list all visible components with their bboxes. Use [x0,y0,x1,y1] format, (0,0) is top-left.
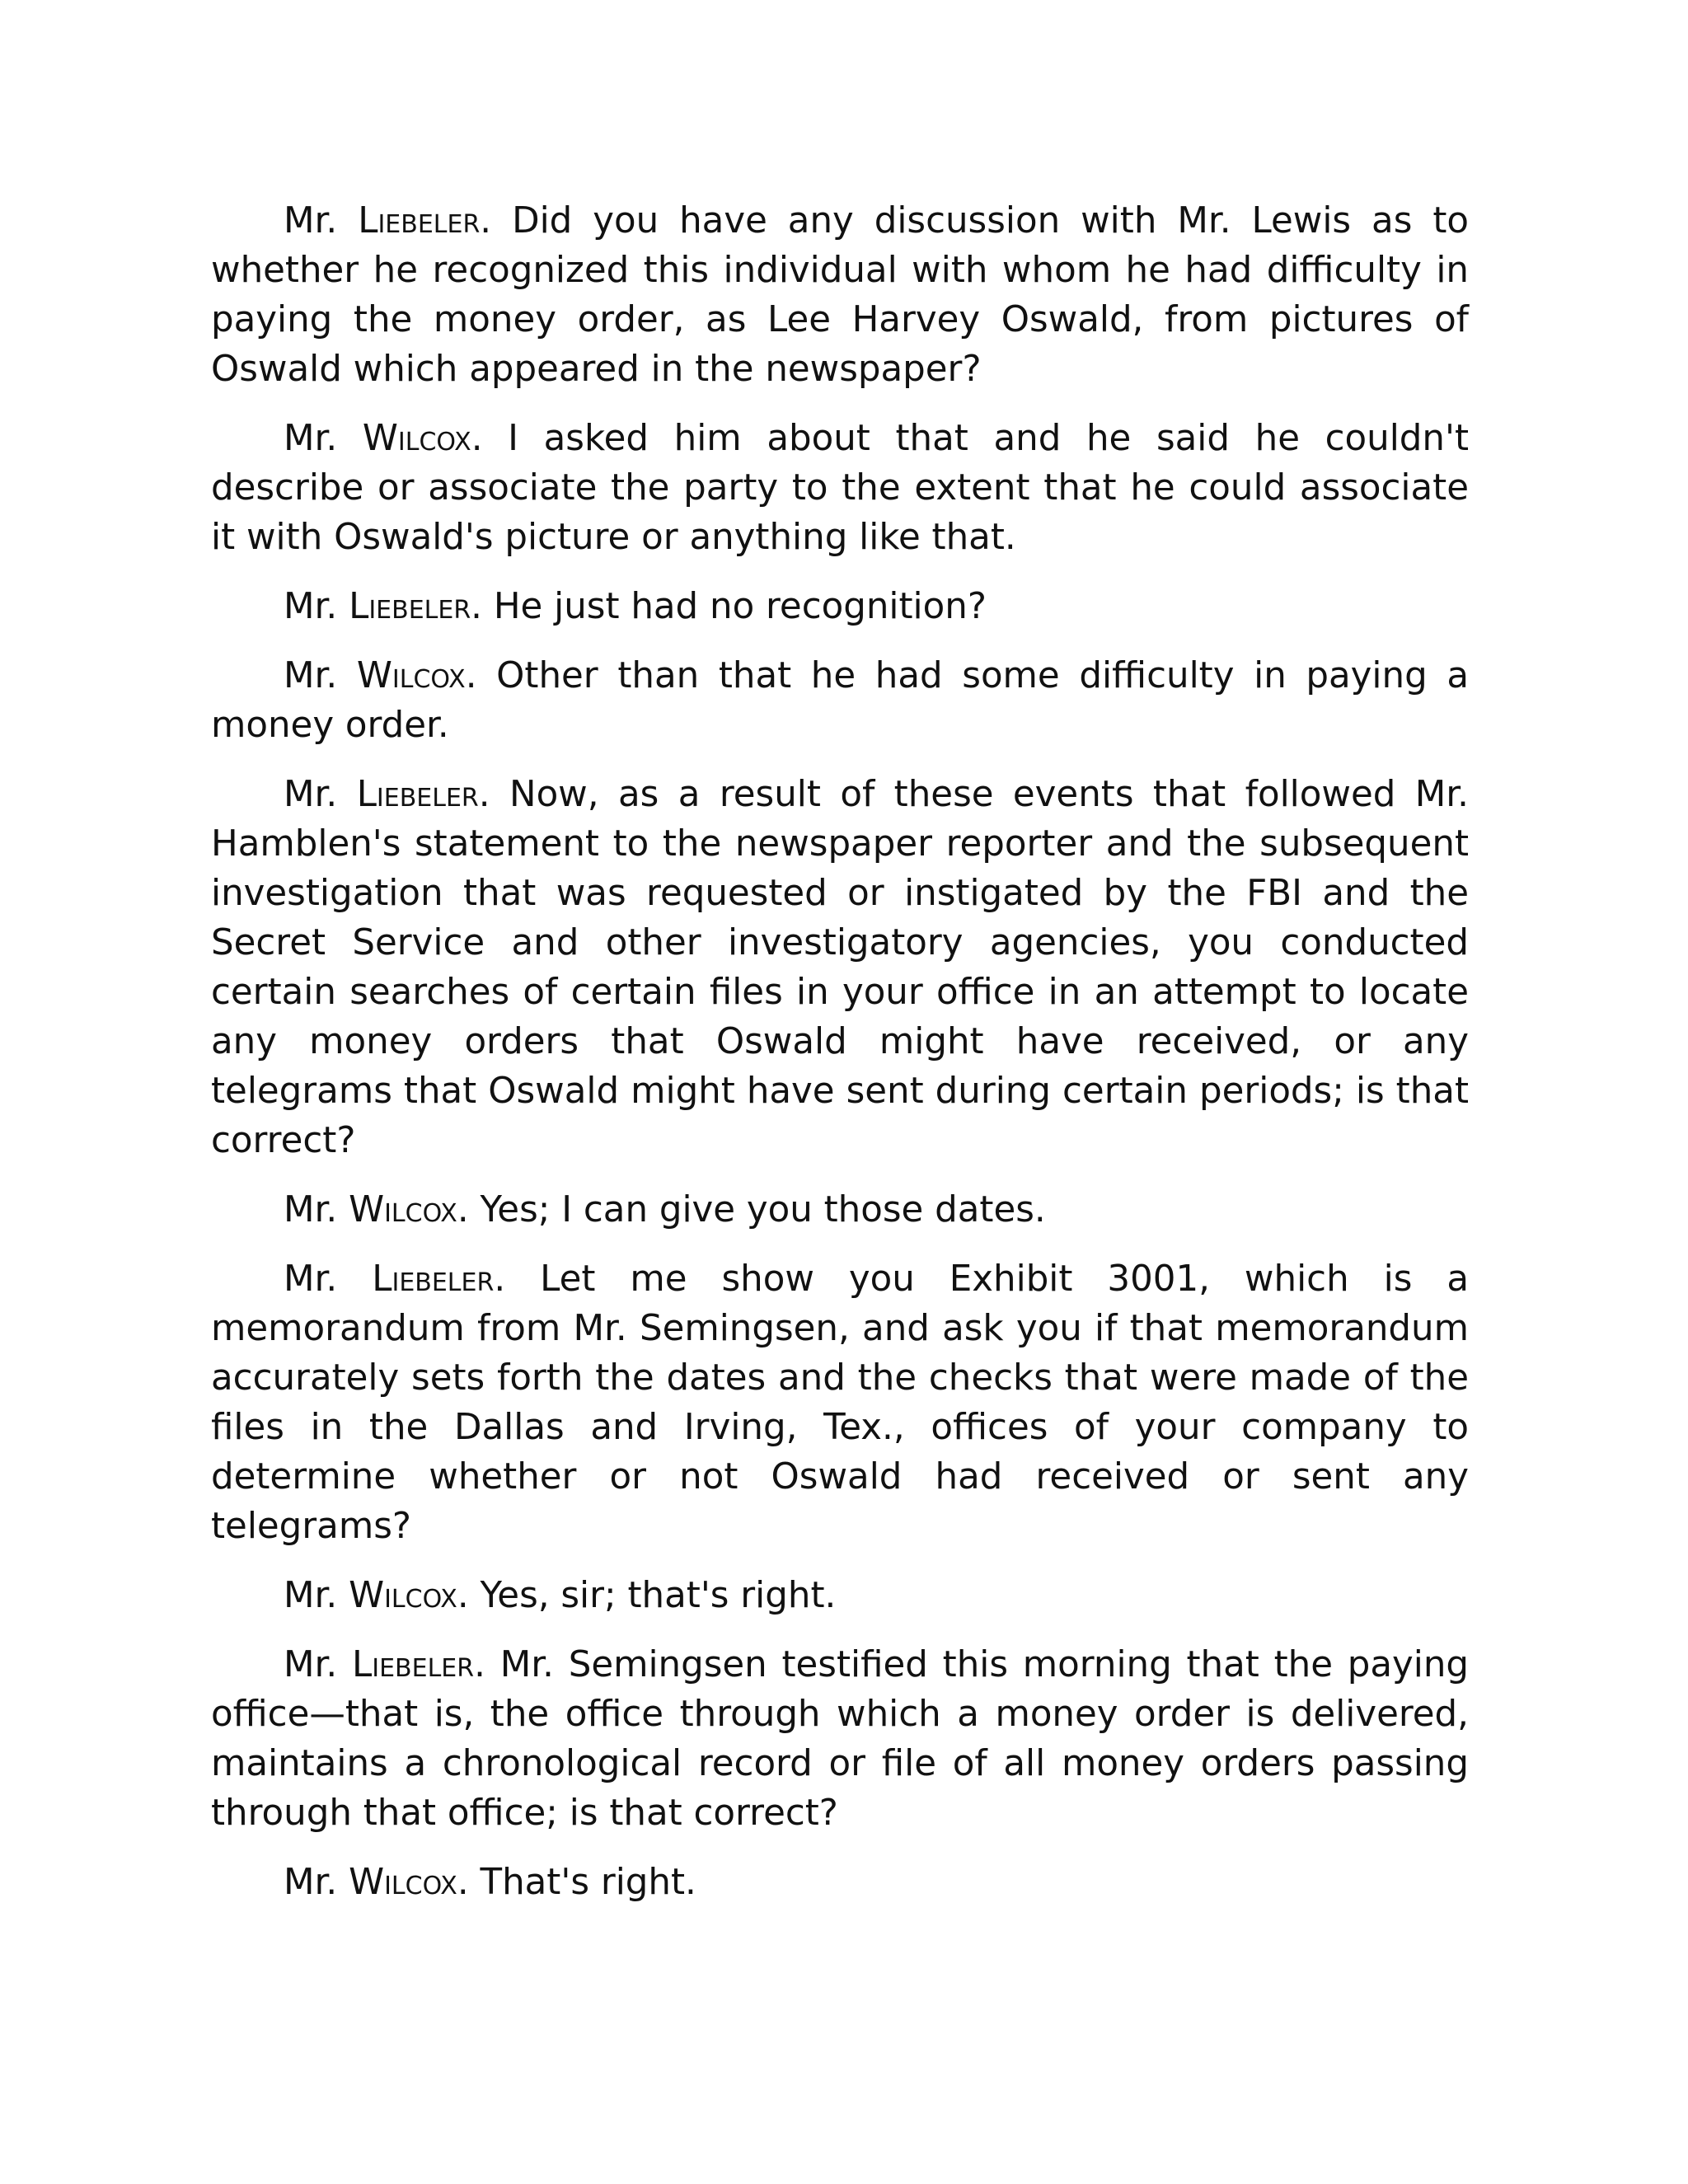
transcript-page [211,196,1469,1927]
transcript-paragraph [211,1185,1469,1235]
speaker-prefix: Mr. [284,655,357,696]
transcript-paragraph [211,414,1469,562]
transcript-paragraph [211,1640,1469,1838]
statement-text: . Other than that he had some difficulty in paying a money order. [211,655,1470,746]
speaker-name: Wilcox [356,655,466,696]
speaker-name: Wilcox [362,418,471,459]
speaker-name: Liebeler [352,1644,475,1685]
speaker-prefix: Mr. [284,1862,349,1903]
speaker-name: Wilcox [349,1862,457,1903]
statement-text: . I asked him about that and he said he couldn't describe or associate the party to the extent that he could associate it with Oswald's picture or anything like that. [211,418,1470,558]
speaker-prefix: Mr. [284,200,359,241]
speaker-name: Liebeler [356,774,479,815]
statement-text: . He just had no recognition? [471,586,987,627]
transcript-paragraph [211,1858,1469,1907]
statement-text: . That's right. [457,1862,696,1903]
statement-text: . Mr. Semingsen testified this morning that the paying office—that is, the office through which a money order is delivered, maintains a chronological record or file of all money orders passing through that office; is that correct? [211,1644,1470,1834]
speaker-prefix: Mr. [284,586,349,627]
transcript-paragraph [211,651,1469,750]
speaker-name: Wilcox [349,1575,457,1616]
statement-text: . Yes, sir; that's right. [457,1575,837,1616]
speaker-name: Liebeler [349,586,471,627]
transcript-paragraph [211,1254,1469,1551]
speaker-prefix: Mr. [284,1575,349,1616]
statement-text: . Yes; I can give you those dates. [457,1189,1046,1230]
statement-text: . Now, as a result of these events that followed Mr. Hamblen's statement to the newspaper reporter and the subsequent investigation that was requested or instigated by the FBI and the Secret Service and other investigatory agencies, you conducted certain searches of certain files in your office in an attempt to locate any money orders that Oswald might have received, or any telegrams that Oswald might have sent during certain periods; is that correct? [211,774,1470,1161]
speaker-prefix: Mr. [284,1644,353,1685]
statement-text: . Did you have any discussion with Mr. Lewis as to whether he recognized this individual with whom he had difficulty in paying the money order, as Lee Harvey Oswald, from pictures of Oswald which appeared in the newspaper? [211,200,1469,390]
speaker-prefix: Mr. [284,774,357,815]
speaker-prefix: Mr. [284,1258,373,1300]
speaker-name: Liebeler [372,1258,495,1300]
transcript-paragraph [211,1571,1469,1620]
transcript-paragraph [211,582,1469,631]
speaker-name: Wilcox [349,1189,457,1230]
transcript-paragraph [211,770,1469,1165]
statement-text: . Let me show you Exhibit 3001, which is a memorandum from Mr. Semingsen, and ask you if that memorandum accurately sets forth the dates and the checks that were made of the files in the Dallas and Irving, Tex., offices of your company to determine whether or not Oswald had received or sent any telegrams? [211,1258,1469,1547]
speaker-name: Liebeler [358,200,481,241]
speaker-prefix: Mr. [284,1189,349,1230]
speaker-prefix: Mr. [284,418,363,459]
transcript-paragraph [211,196,1469,394]
